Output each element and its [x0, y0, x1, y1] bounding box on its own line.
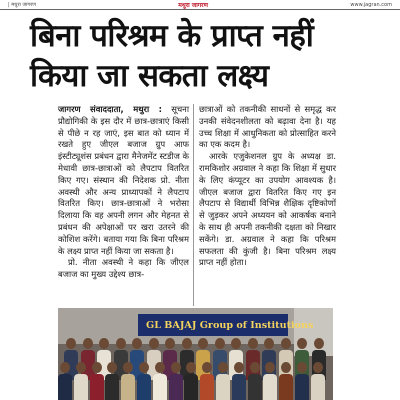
article-paragraph [58, 104, 189, 257]
photo-person [105, 362, 119, 400]
masthead-right: www.jagran.com [350, 1, 392, 8]
photo-person [137, 362, 151, 400]
banner-text: GL BAJAJ Group of Institutions [146, 319, 314, 331]
article-column-left [58, 104, 189, 281]
photo-person [90, 362, 104, 400]
photo-person [58, 362, 72, 400]
photo-person [121, 362, 135, 400]
byline: जागरण संवाददाता, मथुरा : [58, 104, 162, 114]
people-row-front [58, 362, 333, 400]
photo-person [169, 362, 183, 400]
masthead-center: मथुरा जागरण [178, 1, 208, 9]
photo-person [153, 362, 167, 400]
institution-banner [138, 314, 314, 336]
article-paragraph: आरके एजुकेशनल ग्रुप के अध्यक्ष डा. रामकिशोर अग्रवाल ने कहा कि शिक्षा में सुधार के लिए कंप्यूटर का उपयोग आवश्यक है। जीएल बजाज द्वारा वितरित किए गए इन लैपटाप से विद्यार्थी विभिन्न शैक्षिक दृष्टिकोणों से जुड़कर अपने अध्ययन को आकर्षक बनाने के साथ ही अपनी तकनीकी दक्षता को निखार सकेंगे। डा. अग्रवाल ने कहा कि परिश्रम सफलता की कुंजी है। बिना परिश्रम लक्ष्य प्राप्त नहीं होता। [199, 151, 336, 268]
group-photo [58, 308, 333, 400]
photo-person [216, 362, 230, 400]
article-column-right [199, 104, 336, 269]
masthead-left: | मथुरा जागरण [8, 1, 36, 8]
photo-person [184, 362, 198, 400]
photo-person [279, 362, 293, 400]
photo-person [311, 362, 325, 400]
photo-person [295, 362, 309, 400]
photo-person [200, 362, 214, 400]
article-paragraph: छात्राओं को तकनीकी साधनों से समृद्ध कर उनकी संवेदनशीलता को बढ़ावा देना है। यह उच्च शिक्षा में आधुनिकता को प्रोत्साहित करने का एक कदम है। [199, 104, 336, 150]
paragraph-text: सूचना प्रौद्योगिकी के इस दौर में छात्र-छात्राएं किसी से पीछे न रह जाएं, इस बात को ध्यान में रखते हुए जीएल बजाज ग्रुप आफ इंस्टीट्यूशंस प्रबंधन द्वारा मैनेजमेंट स्टडीज के मेधावी छात्र-छात्राओं को लैपटाप वितरित किए गए। संस्थान की निदेशक प्रो. नीता अवस्थी और अन्य प्राध्यापकों ने लैपटाप वितरित किए। छात्र-छात्राओं ने भरोसा दिलाया कि वह अपनी लगन और मेहनत से प्रबंधन की अपेक्षाओं पर खरा उतरने की कोशिश करेंगे। बताया गया कि बिना परिश्रम के लक्ष्य प्राप्त नहीं किया जा सकता है। [58, 104, 189, 256]
photo-person [263, 362, 277, 400]
photo-person [248, 362, 262, 400]
article-paragraph: प्रो. नीता अवस्थी ने कहा कि जीएल बजाज का मुख्य उद्देश्य छात्र- [58, 257, 189, 280]
masthead-strip [0, 0, 400, 10]
headline [30, 16, 375, 96]
photo-person [74, 362, 88, 400]
column-divider [193, 104, 194, 306]
headline-line-2: किया जा सकता लक्ष्य [30, 58, 269, 94]
photo-person [232, 362, 246, 400]
headline-line-1: बिना परिश्रम के प्राप्त नहीं [30, 18, 314, 54]
